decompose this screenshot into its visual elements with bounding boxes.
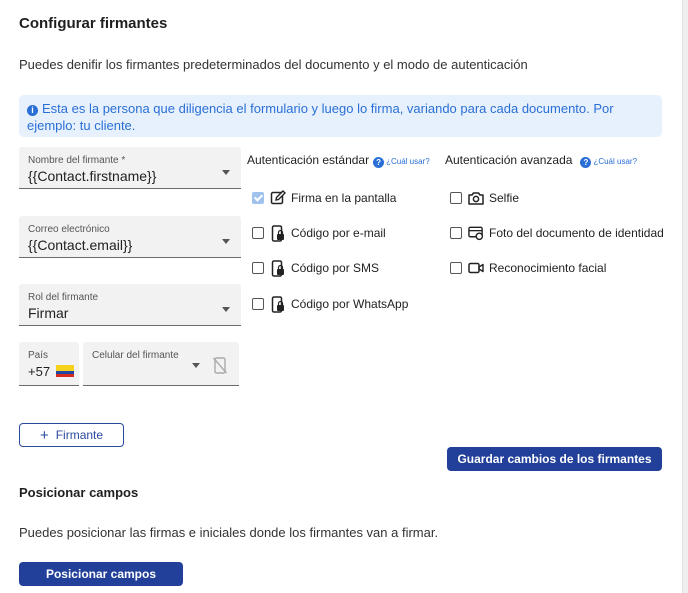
country-code-value[interactable] bbox=[28, 364, 74, 379]
help-icon[interactable]: ? bbox=[580, 157, 591, 168]
auth-option-selfie[interactable] bbox=[450, 189, 519, 207]
chevron-down-icon[interactable] bbox=[222, 170, 230, 175]
auth-standard-title: Autenticación estándar bbox=[247, 153, 370, 167]
auth-advanced-heading bbox=[445, 153, 637, 168]
auth-option-label: Código por WhatsApp bbox=[291, 297, 409, 311]
save-signers-button[interactable]: Guardar cambios de los firmantes bbox=[447, 447, 662, 471]
checkbox[interactable] bbox=[252, 227, 264, 239]
role-label: Rol del firmante bbox=[28, 292, 99, 303]
chevron-down-icon[interactable] bbox=[192, 363, 200, 368]
info-text: Esta es la persona que diligencia el formulario y luego lo firma, variando para cada documento. Por ejemplo: tu cliente. bbox=[27, 101, 614, 133]
phone-lock-icon bbox=[270, 296, 286, 312]
country-code: +57 bbox=[28, 364, 51, 379]
auth-standard-heading bbox=[247, 153, 430, 168]
checkbox[interactable] bbox=[252, 262, 264, 274]
checkbox-checked[interactable] bbox=[252, 192, 264, 204]
checkbox[interactable] bbox=[252, 298, 264, 310]
video-icon bbox=[468, 260, 484, 276]
auth-option-label: Código por e-mail bbox=[291, 226, 386, 240]
info-banner bbox=[19, 95, 662, 137]
auth-option-label: Selfie bbox=[489, 191, 520, 205]
phone-lock-icon bbox=[270, 225, 286, 241]
position-fields-button[interactable]: Posicionar campos bbox=[19, 562, 183, 586]
plus-icon: + bbox=[39, 426, 49, 444]
chevron-down-icon[interactable] bbox=[222, 307, 230, 312]
phone-field[interactable] bbox=[83, 342, 239, 386]
help-icon[interactable]: ? bbox=[373, 157, 384, 168]
email-value[interactable]: {{Contact.email}} bbox=[28, 237, 133, 253]
page-title: Configurar firmantes bbox=[19, 15, 168, 32]
phone-label: Celular del firmante bbox=[92, 350, 179, 361]
checkbox[interactable] bbox=[450, 192, 462, 204]
auth-option-id-photo[interactable] bbox=[450, 224, 664, 242]
country-label: País bbox=[28, 350, 49, 361]
auth-option-label: Reconocimiento facial bbox=[489, 261, 607, 275]
signer-name-value[interactable]: {{Contact.firstname}} bbox=[28, 168, 157, 184]
id-card-icon bbox=[468, 225, 484, 241]
email-field[interactable] bbox=[19, 216, 241, 258]
email-label: Correo electrónico bbox=[28, 224, 110, 235]
add-signer-button[interactable] bbox=[19, 423, 124, 447]
scrollbar-track[interactable] bbox=[682, 0, 688, 593]
pen-edit-icon bbox=[270, 190, 286, 206]
signer-name-label: Nombre del firmante * bbox=[28, 155, 126, 166]
info-icon: i bbox=[27, 105, 38, 116]
colombia-flag-icon bbox=[56, 365, 74, 377]
signer-name-field[interactable] bbox=[19, 147, 241, 189]
auth-standard-help-link[interactable]: ¿Cuál usar? bbox=[386, 157, 430, 166]
role-value[interactable]: Firmar bbox=[28, 305, 69, 321]
camera-icon bbox=[468, 190, 484, 206]
auth-option-label: Firma en la pantalla bbox=[291, 191, 397, 205]
add-signer-label: Firmante bbox=[55, 428, 104, 442]
phone-lock-icon bbox=[270, 260, 286, 276]
auth-option-facial-recognition[interactable] bbox=[450, 259, 606, 277]
auth-option-email-code[interactable] bbox=[252, 224, 386, 242]
checkbox[interactable] bbox=[450, 227, 462, 239]
position-section-title: Posicionar campos bbox=[19, 485, 139, 500]
auth-option-label: Código por SMS bbox=[291, 261, 380, 275]
auth-advanced-help-link[interactable]: ¿Cuál usar? bbox=[593, 157, 638, 166]
phone-off-icon bbox=[213, 357, 227, 374]
checkbox[interactable] bbox=[450, 262, 462, 274]
page-description: Puedes denifir los firmantes predeterminados del documento y el modo de autenticación bbox=[19, 57, 528, 72]
auth-option-screen-signature[interactable] bbox=[252, 189, 396, 207]
country-field[interactable] bbox=[19, 342, 79, 386]
chevron-down-icon[interactable] bbox=[222, 239, 230, 244]
auth-option-sms-code[interactable] bbox=[252, 259, 379, 277]
auth-option-label: Foto del documento de identidad bbox=[489, 226, 664, 240]
auth-advanced-title: Autenticación avanzada bbox=[445, 153, 573, 167]
position-section-description: Puedes posicionar las firmas e iniciales donde los firmantes van a firmar. bbox=[19, 525, 439, 540]
auth-option-whatsapp-code[interactable] bbox=[252, 295, 408, 313]
role-field[interactable] bbox=[19, 284, 241, 326]
